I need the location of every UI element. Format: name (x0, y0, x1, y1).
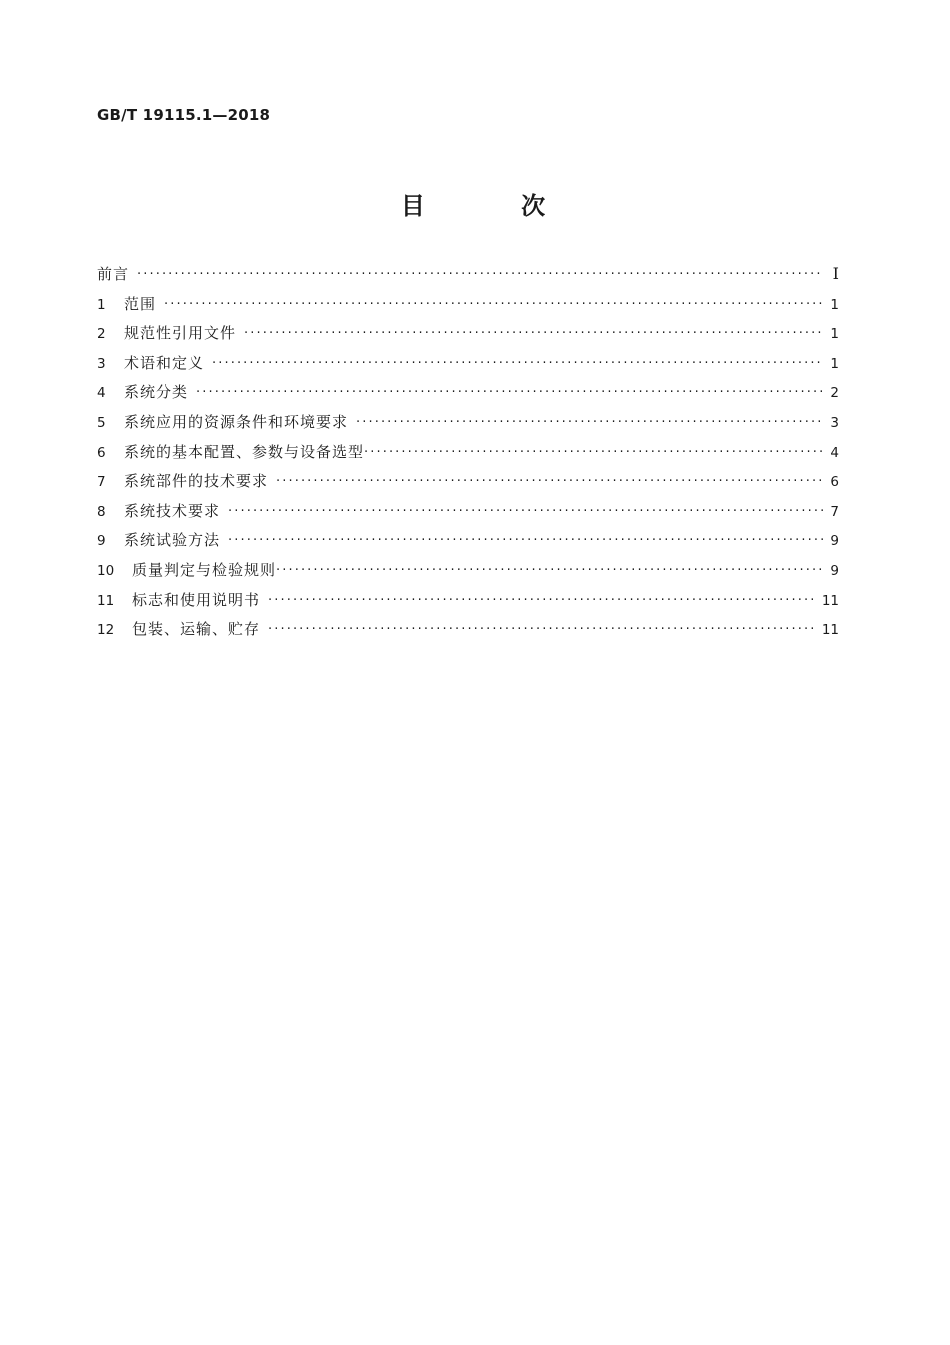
toc-entry-11[interactable] (97, 589, 839, 619)
toc-entry-title: 标志和使用说明书 (132, 590, 261, 609)
toc-entry-page: 1 (830, 296, 839, 313)
toc-dot-leader (268, 622, 816, 637)
toc-dot-leader (364, 445, 823, 460)
toc-entry-9[interactable] (97, 529, 839, 559)
toc-dot-leader (196, 385, 823, 400)
toc-entry-number: 9 (97, 533, 106, 550)
toc-dot-leader (164, 297, 823, 312)
toc-entry-foreword[interactable] (97, 263, 839, 293)
toc-entry-number: 1 (97, 296, 106, 313)
toc-entry-page: 11 (821, 622, 839, 639)
toc-dot-leader (268, 593, 816, 608)
toc-entry-page: 1 (830, 355, 839, 372)
toc-dot-leader (276, 474, 823, 489)
toc-entry-2[interactable] (97, 322, 839, 352)
toc-entry-title: 系统技术要求 (124, 501, 221, 520)
toc-entry-10[interactable] (97, 559, 839, 589)
toc-entry-5[interactable] (97, 411, 839, 441)
toc-entry-page: 11 (821, 592, 839, 609)
toc-entry-page: 9 (830, 533, 839, 550)
toc-entry-title: 系统部件的技术要求 (124, 472, 269, 491)
toc-entry-number: 12 (97, 622, 115, 639)
toc-entry-page: 7 (830, 503, 839, 520)
toc-dot-leader (356, 415, 823, 430)
toc-entry-6[interactable] (97, 441, 839, 471)
toc-entry-page: 1 (830, 326, 839, 343)
table-of-contents (97, 263, 839, 648)
toc-entry-page: 6 (830, 474, 839, 491)
toc-entry-number: 7 (97, 474, 106, 491)
toc-entry-title: 系统应用的资源条件和环境要求 (124, 412, 349, 431)
toc-entry-page: Ⅰ (832, 264, 839, 283)
toc-entry-title: 包装、运输、贮存 (132, 620, 261, 639)
toc-entry-page: 4 (830, 444, 839, 461)
toc-entry-8[interactable] (97, 500, 839, 530)
toc-entry-page: 9 (830, 562, 839, 579)
toc-entry-number: 8 (97, 503, 106, 520)
toc-entry-3[interactable] (97, 352, 839, 382)
toc-dot-leader (137, 267, 823, 282)
toc-entry-page: 2 (830, 385, 839, 402)
toc-dot-leader (276, 563, 823, 578)
toc-entry-7[interactable] (97, 470, 839, 500)
toc-entry-number: 6 (97, 444, 106, 461)
toc-entry-1[interactable] (97, 293, 839, 323)
toc-entry-title: 系统试验方法 (124, 531, 221, 550)
toc-dot-leader (228, 533, 823, 548)
toc-entry-title: 规范性引用文件 (124, 324, 237, 343)
toc-entry-number: 4 (97, 385, 106, 402)
toc-entry-page: 3 (830, 414, 839, 431)
toc-entry-title: 前言 (97, 265, 130, 283)
toc-entry-number: 2 (97, 326, 106, 343)
toc-entry-number: 5 (97, 414, 106, 431)
standard-code: GB/T 19115.1—2018 (97, 106, 271, 124)
toc-entry-number: 11 (97, 592, 115, 609)
toc-entry-title: 范围 (124, 294, 157, 313)
toc-entry-title: 质量判定与检验规则 (132, 560, 277, 579)
toc-entry-number: 3 (97, 355, 106, 372)
toc-entry-12[interactable] (97, 618, 839, 648)
toc-entry-title: 系统的基本配置、参数与设备选型 (124, 442, 365, 461)
toc-dot-leader (212, 356, 823, 371)
toc-entry-title: 系统分类 (124, 383, 189, 402)
toc-entry-number: 10 (97, 562, 115, 579)
toc-entry-4[interactable] (97, 381, 839, 411)
toc-dot-leader (244, 326, 823, 341)
toc-entry-title: 术语和定义 (124, 353, 205, 372)
page-title: 目 次 (400, 192, 590, 220)
toc-dot-leader (228, 504, 823, 519)
